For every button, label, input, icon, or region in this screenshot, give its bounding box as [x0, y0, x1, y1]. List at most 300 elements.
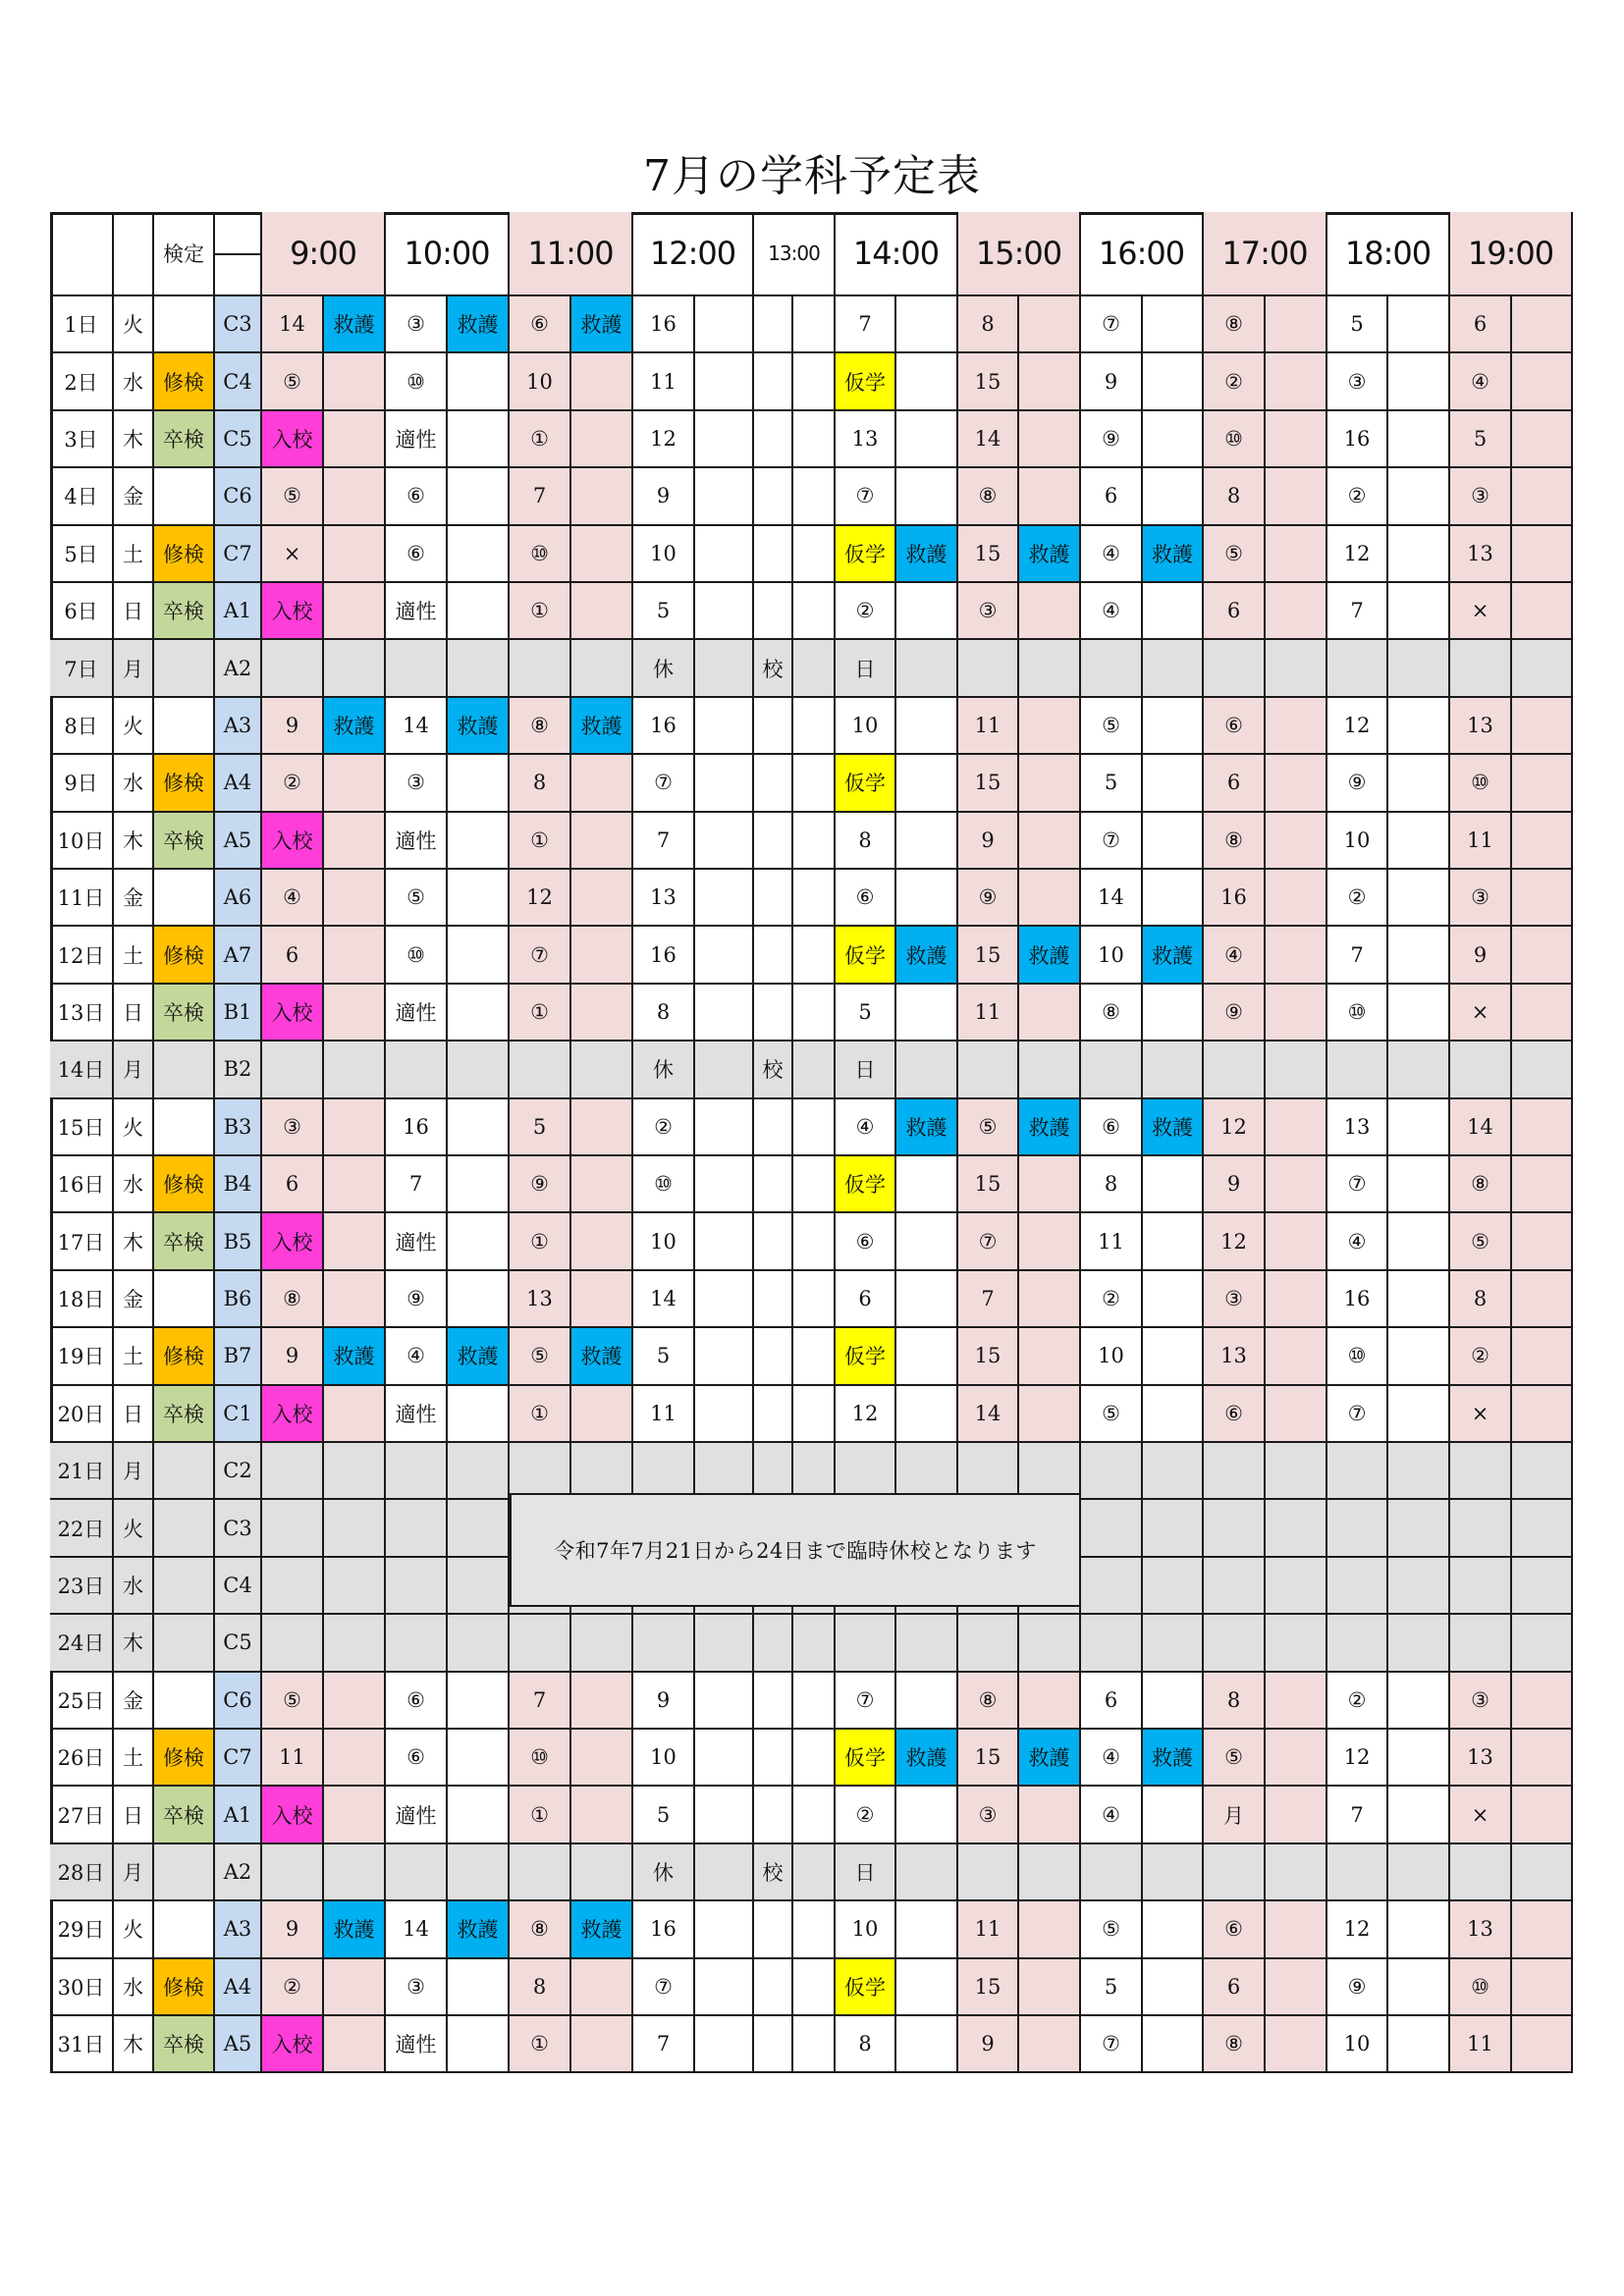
slot-cell [1019, 411, 1081, 468]
slot-cell: ② [1450, 1328, 1512, 1385]
slot-cell [754, 1673, 793, 1730]
slot-cell: 救護 [571, 1901, 633, 1958]
slot-cell [1019, 583, 1081, 640]
weekday-cell: 水 [114, 1558, 154, 1615]
slot-cell [1019, 296, 1081, 353]
slot-cell: 6 [262, 1156, 324, 1213]
weekday-cell: 日 [114, 985, 154, 1041]
slot-cell [695, 1959, 754, 2016]
slot-cell [1388, 1558, 1450, 1615]
slot-cell [1266, 1099, 1327, 1156]
slot-cell [1143, 2016, 1204, 2073]
slot-cell [695, 640, 754, 697]
slot-cell: ③ [386, 296, 448, 353]
slot-cell [571, 1673, 633, 1730]
slot-cell [1019, 2016, 1081, 2073]
slot-cell [1512, 1615, 1573, 1672]
slot-cell [1143, 411, 1204, 468]
slot-cell [1327, 1844, 1388, 1901]
slot-cell: ⑥ [510, 296, 571, 353]
slot-cell: 救護 [571, 1328, 633, 1385]
slot-cell [793, 1328, 836, 1385]
slot-cell [695, 698, 754, 755]
slot-cell [1388, 698, 1450, 755]
day-cell: 20日 [50, 1386, 114, 1443]
slot-cell [793, 1959, 836, 2016]
slot-cell [448, 1443, 510, 1500]
slot-cell: ③ [958, 583, 1019, 640]
slot-cell: 8 [510, 1959, 571, 2016]
slot-cell: ⑤ [510, 1328, 571, 1385]
slot-cell: ⑥ [836, 870, 896, 927]
slot-cell [1143, 1271, 1204, 1328]
day-cell: 31日 [50, 2016, 114, 2073]
slot-cell: 5 [1327, 296, 1388, 353]
class-cell: C2 [215, 1443, 262, 1500]
slot-cell [695, 1386, 754, 1443]
slot-cell [1450, 1041, 1512, 1098]
slot-cell [1450, 1615, 1512, 1672]
slot-cell: ⑨ [1327, 1959, 1388, 2016]
slot-cell [793, 698, 836, 755]
weekday-cell: 水 [114, 1156, 154, 1213]
slot-cell [754, 870, 793, 927]
slot-cell [262, 1500, 324, 1557]
slot-cell [896, 640, 958, 697]
class-cell: A7 [215, 927, 262, 984]
slot-cell [896, 1901, 958, 1958]
weekday-cell: 金 [114, 468, 154, 525]
slot-cell [754, 1615, 793, 1672]
slot-cell [1388, 583, 1450, 640]
slot-cell [896, 1041, 958, 1098]
slot-cell [571, 353, 633, 410]
slot-cell [896, 1213, 958, 1270]
slot-cell [896, 411, 958, 468]
slot-cell [448, 1386, 510, 1443]
slot-cell: 救護 [896, 1730, 958, 1787]
slot-cell [571, 1271, 633, 1328]
slot-cell: ⑩ [386, 927, 448, 984]
slot-cell [754, 985, 793, 1041]
slot-cell [896, 985, 958, 1041]
slot-cell: ④ [1450, 353, 1512, 410]
slot-cell: ② [1204, 353, 1266, 410]
slot-cell [1143, 1787, 1204, 1843]
slot-cell [1019, 353, 1081, 410]
weekday-cell: 月 [114, 1041, 154, 1098]
slot-cell [1388, 1213, 1450, 1270]
slot-cell: 9 [262, 1328, 324, 1385]
slot-cell: ⑧ [1204, 296, 1266, 353]
kentei-cell [154, 1673, 215, 1730]
slot-cell: 11 [958, 985, 1019, 1041]
slot-cell [1512, 468, 1573, 525]
slot-cell [695, 1443, 754, 1500]
weekday-cell: 火 [114, 1901, 154, 1958]
slot-cell [324, 1558, 386, 1615]
weekday-cell: 木 [114, 1615, 154, 1672]
slot-cell: ② [1327, 468, 1388, 525]
slot-cell: 救護 [448, 698, 510, 755]
slot-cell [1512, 1730, 1573, 1787]
slot-cell [1143, 296, 1204, 353]
slot-cell: ② [1327, 1673, 1388, 1730]
slot-cell [324, 353, 386, 410]
slot-cell: 15 [958, 1730, 1019, 1787]
slot-cell [1019, 755, 1081, 812]
slot-cell: 救護 [1019, 526, 1081, 583]
slot-cell [510, 640, 571, 697]
class-cell: A3 [215, 698, 262, 755]
slot-cell [386, 1615, 448, 1672]
slot-cell [1143, 1156, 1204, 1213]
weekday-cell: 水 [114, 353, 154, 410]
slot-cell [324, 927, 386, 984]
slot-cell: 12 [1204, 1213, 1266, 1270]
slot-cell: 14 [262, 296, 324, 353]
slot-cell [1081, 640, 1143, 697]
class-cell: C7 [215, 526, 262, 583]
slot-cell: 救護 [896, 1099, 958, 1156]
slot-cell: ④ [1327, 1213, 1388, 1270]
slot-cell [793, 411, 836, 468]
slot-cell [1512, 1443, 1573, 1500]
slot-cell: ⑩ [1327, 985, 1388, 1041]
slot-cell [896, 468, 958, 525]
slot-cell: ④ [1204, 927, 1266, 984]
slot-cell: 11 [1450, 2016, 1512, 2073]
day-cell: 17日 [50, 1213, 114, 1270]
day-cell: 8日 [50, 698, 114, 755]
slot-cell [633, 1443, 695, 1500]
slot-cell: ④ [386, 1328, 448, 1385]
day-cell: 16日 [50, 1156, 114, 1213]
slot-cell [324, 1787, 386, 1843]
slot-cell [324, 411, 386, 468]
kentei-cell: 修検 [154, 353, 215, 410]
slot-cell [386, 1500, 448, 1557]
slot-cell: ⑤ [262, 353, 324, 410]
slot-cell [324, 1500, 386, 1557]
slot-cell: ⑤ [1204, 526, 1266, 583]
slot-cell [695, 468, 754, 525]
slot-cell: ⑩ [633, 1156, 695, 1213]
slot-cell: 11 [1081, 1213, 1143, 1270]
slot-cell: 9 [633, 468, 695, 525]
slot-cell [754, 1901, 793, 1958]
slot-cell: 入校 [262, 1386, 324, 1443]
slot-cell [1388, 755, 1450, 812]
slot-cell: ① [510, 813, 571, 870]
slot-cell: 5 [1081, 1959, 1143, 2016]
slot-cell: ⑧ [510, 1901, 571, 1958]
slot-cell [1512, 927, 1573, 984]
weekday-cell: 土 [114, 1328, 154, 1385]
slot-cell [958, 640, 1019, 697]
kentei-cell: 修検 [154, 1959, 215, 2016]
weekday-cell: 水 [114, 1959, 154, 2016]
slot-cell [1143, 755, 1204, 812]
slot-cell [1512, 296, 1573, 353]
weekday-cell: 日 [114, 1787, 154, 1843]
slot-cell: 救護 [324, 698, 386, 755]
weekday-cell: 土 [114, 927, 154, 984]
slot-cell: 6 [1081, 1673, 1143, 1730]
kentei-cell: 卒検 [154, 985, 215, 1041]
kentei-cell: 卒検 [154, 583, 215, 640]
slot-cell [324, 1673, 386, 1730]
slot-cell [836, 1615, 896, 1672]
slot-cell: 11 [262, 1730, 324, 1787]
slot-cell: 7 [958, 1271, 1019, 1328]
kentei-cell [154, 1500, 215, 1557]
slot-cell [1388, 296, 1450, 353]
slot-cell: 日 [836, 1844, 896, 1901]
slot-cell [1327, 640, 1388, 697]
slot-cell: ⑥ [1081, 1099, 1143, 1156]
slot-cell: 16 [1327, 411, 1388, 468]
kentei-cell [154, 1844, 215, 1901]
day-cell: 25日 [50, 1673, 114, 1730]
slot-cell: 9 [1204, 1156, 1266, 1213]
slot-cell: 9 [633, 1673, 695, 1730]
slot-cell: ⑦ [1081, 2016, 1143, 2073]
header-time-4: 12:00 [633, 212, 754, 296]
slot-cell: ② [836, 1787, 896, 1843]
slot-cell [448, 2016, 510, 2073]
class-cell: A3 [215, 1901, 262, 1958]
slot-cell [1327, 1443, 1388, 1500]
slot-cell: ④ [262, 870, 324, 927]
slot-cell [896, 1386, 958, 1443]
weekday-cell: 金 [114, 1673, 154, 1730]
slot-cell [1388, 353, 1450, 410]
slot-cell: 7 [510, 1673, 571, 1730]
weekday-cell: 土 [114, 1730, 154, 1787]
slot-cell [896, 1787, 958, 1843]
slot-cell [1081, 1500, 1143, 1557]
slot-cell [754, 1443, 793, 1500]
slot-cell: ④ [1081, 583, 1143, 640]
kentei-cell: 修検 [154, 526, 215, 583]
slot-cell [1266, 1156, 1327, 1213]
weekday-cell: 木 [114, 1213, 154, 1270]
slot-cell [448, 468, 510, 525]
slot-cell: 10 [1081, 927, 1143, 984]
day-cell: 7日 [50, 640, 114, 697]
slot-cell [1019, 1271, 1081, 1328]
slot-cell [1327, 1615, 1388, 1672]
slot-cell [1143, 1443, 1204, 1500]
slot-cell [1019, 1328, 1081, 1385]
slot-cell [633, 1615, 695, 1672]
slot-cell [1019, 870, 1081, 927]
slot-cell: ① [510, 1787, 571, 1843]
slot-cell: 救護 [1143, 1099, 1204, 1156]
slot-cell [324, 1615, 386, 1672]
slot-cell [1143, 1901, 1204, 1958]
slot-cell [958, 1844, 1019, 1901]
slot-cell [448, 870, 510, 927]
slot-cell [896, 1615, 958, 1672]
slot-cell [448, 1787, 510, 1843]
slot-cell [262, 1041, 324, 1098]
day-cell: 27日 [50, 1787, 114, 1843]
slot-cell [1327, 1558, 1388, 1615]
slot-cell: ⑥ [386, 526, 448, 583]
slot-cell [448, 583, 510, 640]
slot-cell: ⑨ [386, 1271, 448, 1328]
slot-cell: ① [510, 2016, 571, 2073]
slot-cell: ③ [386, 1959, 448, 2016]
slot-cell [1143, 698, 1204, 755]
slot-cell [324, 1271, 386, 1328]
slot-cell: 15 [958, 353, 1019, 410]
slot-cell: ⑥ [1204, 698, 1266, 755]
slot-cell [1143, 1959, 1204, 2016]
header-time-3: 11:00 [510, 212, 633, 296]
slot-cell [1143, 1386, 1204, 1443]
slot-cell: ③ [1327, 353, 1388, 410]
weekday-cell: 日 [114, 583, 154, 640]
slot-cell [754, 468, 793, 525]
class-cell: C1 [215, 1386, 262, 1443]
header-time-8: 16:00 [1081, 212, 1204, 296]
day-cell: 18日 [50, 1271, 114, 1328]
slot-cell [695, 1844, 754, 1901]
slot-cell [324, 583, 386, 640]
slot-cell: ④ [836, 1099, 896, 1156]
slot-cell [510, 1443, 571, 1500]
slot-cell [695, 927, 754, 984]
slot-cell: ③ [1450, 468, 1512, 525]
slot-cell [1143, 583, 1204, 640]
slot-cell: 15 [958, 1328, 1019, 1385]
class-cell: C4 [215, 1558, 262, 1615]
slot-cell [1388, 1041, 1450, 1098]
slot-cell [1143, 1213, 1204, 1270]
weekday-cell: 月 [114, 640, 154, 697]
kentei-cell: 卒検 [154, 813, 215, 870]
slot-cell [1081, 1844, 1143, 1901]
slot-cell: ⑥ [836, 1213, 896, 1270]
slot-cell [793, 1271, 836, 1328]
slot-cell [793, 1787, 836, 1843]
slot-cell [1512, 1844, 1573, 1901]
slot-cell: ⑧ [262, 1271, 324, 1328]
slot-cell [1512, 2016, 1573, 2073]
slot-cell [1266, 813, 1327, 870]
class-cell: C5 [215, 411, 262, 468]
slot-cell [793, 583, 836, 640]
slot-cell: 7 [1327, 583, 1388, 640]
weekday-cell: 月 [114, 1844, 154, 1901]
slot-cell [695, 813, 754, 870]
slot-cell: 仮学 [836, 353, 896, 410]
slot-cell [262, 1558, 324, 1615]
slot-cell: 入校 [262, 2016, 324, 2073]
slot-cell [836, 1443, 896, 1500]
slot-cell: ⑧ [1204, 2016, 1266, 2073]
slot-cell [324, 1156, 386, 1213]
slot-cell [448, 1673, 510, 1730]
slot-cell [1512, 1386, 1573, 1443]
slot-cell [448, 1558, 510, 1615]
slot-cell: ⑧ [958, 1673, 1019, 1730]
slot-cell: ⑨ [958, 870, 1019, 927]
kentei-cell: 修検 [154, 1328, 215, 1385]
slot-cell [1512, 1787, 1573, 1843]
slot-cell [386, 640, 448, 697]
header-time-7: 15:00 [958, 212, 1081, 296]
slot-cell [754, 353, 793, 410]
day-cell: 30日 [50, 1959, 114, 2016]
slot-cell: 救護 [324, 296, 386, 353]
slot-cell [793, 1213, 836, 1270]
slot-cell: 10 [836, 1901, 896, 1958]
slot-cell [1019, 1844, 1081, 1901]
slot-cell: 14 [958, 1386, 1019, 1443]
slot-cell [571, 411, 633, 468]
slot-cell: ⑩ [1450, 1959, 1512, 2016]
slot-cell [324, 640, 386, 697]
slot-cell: 救護 [1143, 1730, 1204, 1787]
slot-cell [793, 1443, 836, 1500]
slot-cell: 12 [1327, 698, 1388, 755]
slot-cell: ④ [1081, 526, 1143, 583]
slot-cell [571, 583, 633, 640]
slot-cell: 8 [1204, 1673, 1266, 1730]
slot-cell: ⑥ [386, 1730, 448, 1787]
slot-cell: ② [633, 1099, 695, 1156]
slot-cell: 救護 [571, 296, 633, 353]
slot-cell [896, 1844, 958, 1901]
class-cell: C3 [215, 1500, 262, 1557]
slot-cell [896, 583, 958, 640]
slot-cell [571, 640, 633, 697]
slot-cell: ① [510, 1386, 571, 1443]
slot-cell [1019, 640, 1081, 697]
slot-cell [754, 1099, 793, 1156]
class-cell: C6 [215, 1673, 262, 1730]
slot-cell [1512, 1213, 1573, 1270]
slot-cell: 16 [633, 296, 695, 353]
slot-cell: ② [1081, 1271, 1143, 1328]
slot-cell: ② [262, 755, 324, 812]
slot-cell: 13 [1204, 1328, 1266, 1385]
slot-cell [958, 1443, 1019, 1500]
slot-cell [1388, 1673, 1450, 1730]
slot-cell: 校 [754, 640, 793, 697]
slot-cell: 15 [958, 927, 1019, 984]
slot-cell: 仮学 [836, 927, 896, 984]
slot-cell: ⑨ [1204, 985, 1266, 1041]
slot-cell: ① [510, 1213, 571, 1270]
slot-cell [1388, 526, 1450, 583]
slot-cell [1512, 870, 1573, 927]
slot-cell [1266, 1558, 1327, 1615]
slot-cell: 適性 [386, 985, 448, 1041]
slot-cell: ⑦ [1327, 1386, 1388, 1443]
header-time-9: 17:00 [1204, 212, 1327, 296]
class-cell: A1 [215, 1787, 262, 1843]
slot-cell [896, 2016, 958, 2073]
slot-cell [324, 1213, 386, 1270]
slot-cell: 休 [633, 640, 695, 697]
class-cell: B3 [215, 1099, 262, 1156]
slot-cell [695, 1156, 754, 1213]
